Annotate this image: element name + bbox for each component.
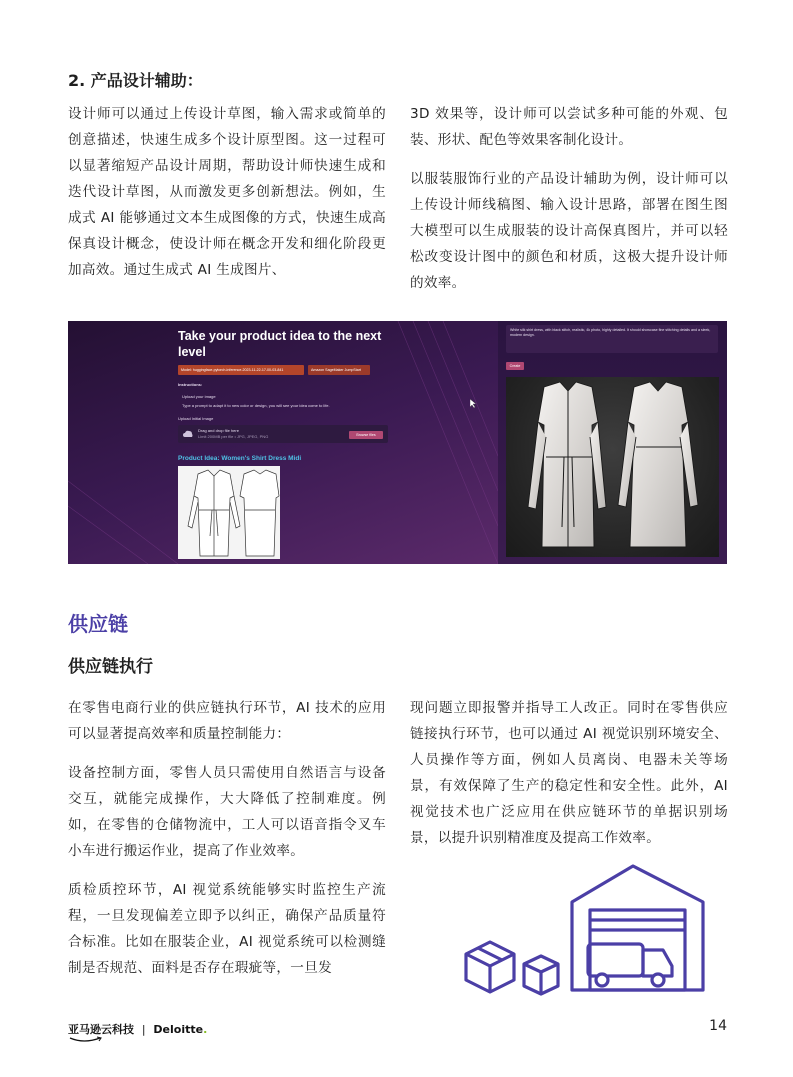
footer-brand-logo xyxy=(68,1021,207,1037)
paragraph-quality-control: 质检质控环节，AI 视觉系统能够实时监控生产流程，一旦发现偏差立即予以纠正，确保产品质量符合标准。比如在服装企业，AI 视觉系统可以检测缝制是否规范、面料是否存在瑕疵等，一旦发 xyxy=(68,882,386,976)
shirt-dress-line-drawing xyxy=(178,466,280,559)
subsection-title-supply-chain-execution: 供应链执行 xyxy=(68,657,153,677)
brand-aws-cn: 亚马逊云科技 xyxy=(68,1023,134,1036)
browse-files-button[interactable]: Browse files xyxy=(349,431,383,439)
paragraph-device-control: 设备控制方面，零售人员只需使用自然语言与设备交互，就能完成操作，大大降低了控制难度。例如，在零售的仓储物流中，工人可以语音指令叉车小车进行搬运作业，提高了作业效率。 xyxy=(68,765,386,859)
section-title-supply-chain: 供应链 xyxy=(68,612,128,636)
dress-sketch-image xyxy=(178,466,280,559)
paragraph-apparel-example: 以服装服饰行业的产品设计辅助为例，设计师可以上传设计师线稿图、输入设计思路，部署在图生图大模型可以生成服装的设计高保真图片，并可以轻松改变设计图中的颜色和材质，这极大提升设计师的效率。 xyxy=(410,171,728,291)
model-tag: Model: huggingface-pytorch-inference-2023-11-22-17-00-03-841 xyxy=(178,365,304,375)
instruction-item-1: Upload your image xyxy=(182,394,216,399)
instruction-item-2: Type a prompt to adapt it to new color or design, you will see your idea come to life. xyxy=(182,403,330,408)
white-silk-dress-rendering xyxy=(506,377,719,557)
page-number: 14 xyxy=(709,1018,727,1034)
brand-deloitte: Deloitte xyxy=(153,1023,204,1036)
prompt-textarea[interactable] xyxy=(506,325,718,353)
app-input-panel xyxy=(68,321,498,564)
brand-separator: | xyxy=(141,1023,146,1036)
paragraph-3d-effects: 3D 效果等，设计师可以尝试多种可能的外观、包装、形状、配色等效果客制化设计。 xyxy=(410,106,728,148)
paragraph-ai-vision: 现问题立即报警并指导工人改正。同时在零售供应链接执行环节，也可以通过 AI 视觉识别环境安全、人员操作等方面，例如人员离岗、电器未关等场景，有效保障了生产的稳定性和安全性。此外，AI 视觉技术也广泛应用在供应链环节的单据识别场景，以提升识别精准度及提高工作效率。 xyxy=(410,700,728,846)
file-limit-text: Limit 200MB per file • JPG, JPEG, PNG xyxy=(198,434,269,439)
amazon-smile-icon xyxy=(68,1036,104,1044)
warehouse-illustration xyxy=(458,862,723,1000)
product-idea-label: Product Idea: Women's Shirt Dress Midi xyxy=(178,455,302,462)
prompt-text: White silk shirt dress, with black stitch, realistic, 4k photo, highly detailed. It should showcase fine stitching details and a sleek, modern design. xyxy=(510,328,711,337)
paragraph-design-intro: 设计师可以通过上传设计草图，输入需求或简单的创意描述，快速生成多个设计原型图。这一过程可以显著缩短产品设计周期，帮助设计师快速生成和迭代设计草图，从而激发更多创新想法。例如，生成式 AI 能够通过文本生成图像的方式，快速生成高保真设计概念，使设计师在概念开发和细化阶段更加高效。通过生成式 AI 生成图片、 xyxy=(68,106,386,278)
create-button[interactable]: Create xyxy=(506,362,524,370)
forklift-icon xyxy=(588,944,643,976)
app-title: Take your product idea to the next level xyxy=(178,329,382,359)
deloitte-dot: . xyxy=(203,1023,208,1036)
drag-text: Drag and drop file here xyxy=(198,428,239,433)
product-design-app-screenshot xyxy=(68,321,727,564)
platform-tag: Amazon SageMaker JumpStart xyxy=(308,365,370,375)
app-output-panel xyxy=(498,321,727,564)
instructions-label: Instructions: xyxy=(178,382,203,387)
cloud-upload-icon xyxy=(183,430,193,438)
paragraph-supply-chain-intro: 在零售电商行业的供应链执行环节，AI 技术的应用可以显著提高效率和质量控制能力： xyxy=(68,700,386,742)
upload-label: Upload Initial Image xyxy=(178,416,214,421)
mouse-cursor-icon xyxy=(470,399,478,409)
generated-dress-photo xyxy=(506,377,719,557)
section-heading-product-design: 2. 产品设计辅助： xyxy=(68,71,203,90)
warehouse-roof-icon xyxy=(572,866,703,990)
